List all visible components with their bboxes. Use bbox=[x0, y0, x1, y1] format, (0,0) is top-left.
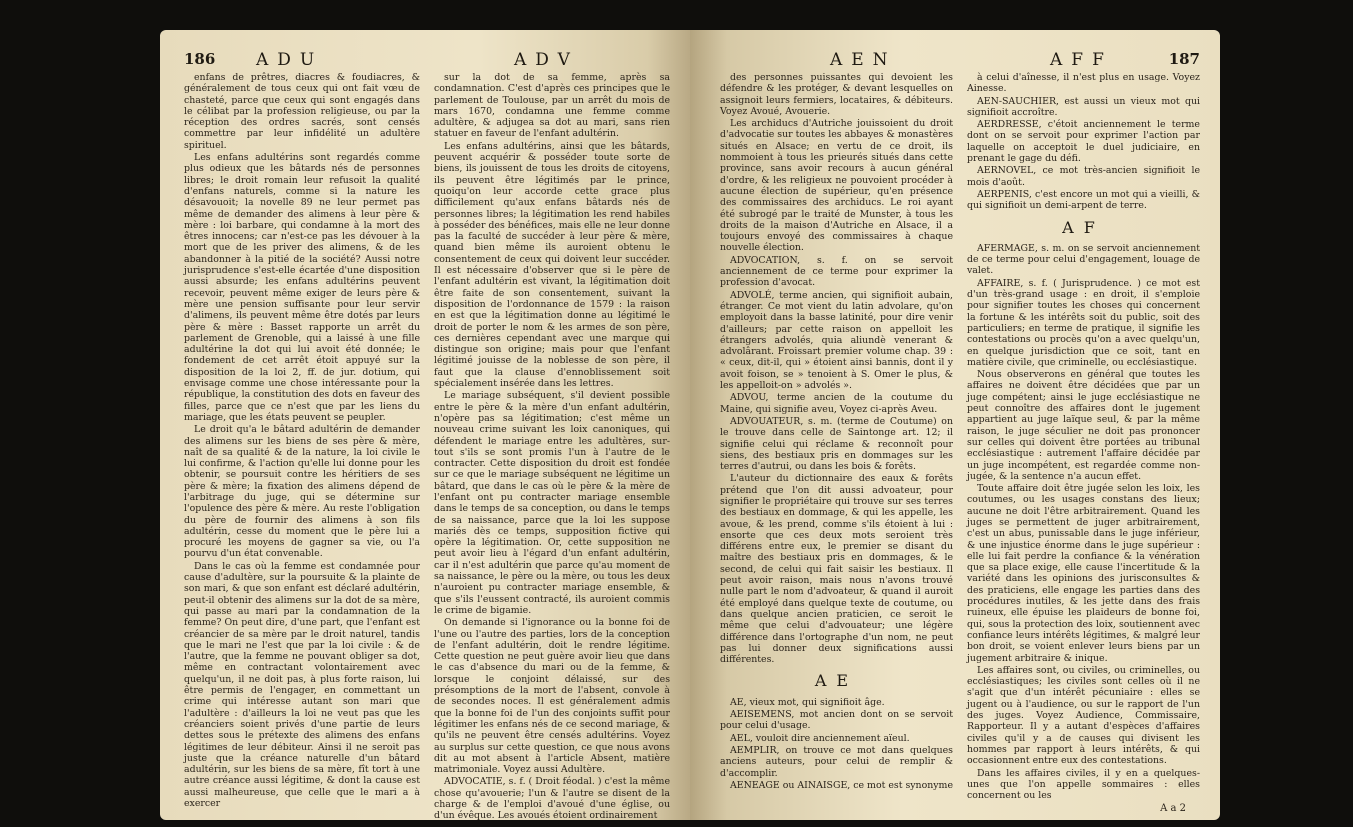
paragraph: AERPENIS, c'est encore un mot qui a vieilli, & qui signifioit un demi-arpent de terre. bbox=[967, 188, 1200, 212]
paragraph: AENEAGE ou AINAISGE, ce mot est synonyme bbox=[730, 779, 953, 791]
section-heading-ae: AE bbox=[814, 671, 859, 691]
paragraph: Les enfans adultérins, ainsi que les bâtards, peuvent acquérir & posséder toute sorte de biens, ils jouissent de tous les droits de citoyens, ils peuvent être légitimés par le prince, quoiqu'on leur accorde cette grace plus difficilement qu'aux enfans bâtards nés de personnes libres; la légitimation les rend habiles à posséder des bénéfices, mais elle ne leur donne pas la faculté de succéder à leur père & mère, quand bien même ils auroient obtenu le consentement de ceux qui doivent leur succéder. Il est nécessaire d'observer que si le père de l'enfant adultérin est vivant, la légitimation doit être faite de son consentement, suivant la disposition de l'ordonnance de 1579 : la raison en est que la légitimation donne au légitimé le droit de porter le nom & les armes de son père, ces dernières cependant avec une marque qui distingue son origine; mais pour que l'enfant légitimé jouisse de la noblesse de son père, il faut que la clause d'ennoblissement soit spécialement insérée dans les lettres. bbox=[434, 140, 670, 390]
paragraph: AFFAIRE, s. f. ( Jurisprudence. ) ce mot est d'un très-grand usage : en droit, il s'emploie pour signifier toutes les choses qui concernent la fortune & les intérêts soit du public, soit des particuliers; en terme de pratique, il signifie les contestations ou procès qu'on a avec quelqu'un, en quelque jurisdiction que ce soit, tant en matière civile, que criminelle, ou ecclésiastique. bbox=[967, 277, 1200, 368]
paragraph: ADVOLÉ, terme ancien, qui signifioit aubain, étranger. Ce mot vient du latin advolare, qu'on employoit dans la basse latinité, pour dire venir d'ailleurs; par cette raison on appelloit les étrangers advolés, quia aliundè venerant & advolârant. Froissart premier volume chap. 39 : « ceux, dit-il, qui » étoient ainsi bannis, dont il y avoit foison, se » tenoient à S. Omer le plus, & les appelloit-on » advolés ». bbox=[720, 289, 953, 392]
paragraph: On demande si l'ignorance ou la bonne foi de l'une ou l'autre des parties, lors de la conception de l'enfant adultérin, doit le rendre légitime. Cette question ne peut guère avoir lieu que dans le cas d'absence du mari ou de la femme, & lorsque le conjoint délaissé, sur des présomptions de la mort de l'absent, convole à de secondes noces. Il est généralement admis que la bonne foi de l'un des conjoints suffit pour légitimer les enfans nés de ce second mariage, & qu'ils ne peuvent être censés adultérins. Voyez au surplus sur cette question, ce que nous avons dit au mot absent à l'article Absent, matière matrimoniale. Voyez aussi Adultère. bbox=[434, 617, 670, 776]
paragraph: Les affaires sont, ou civiles, ou criminelles, ou ecclésiastiques; les civiles sont celles où il ne s'agit que d'un intérêt pécuniaire : elles se jugent ou à l'audience, ou sur le rapport de l'un des juges. Voyez Audience, Commissaire, Rapporteur. Il y a autant d'espèces d'affaires civiles qu'il y a de causes qui divisent les hommes par rapport à leurs intérêts, & qui occasionnent entre eux des contestations. bbox=[967, 664, 1200, 767]
paragraph: AFERMAGE, s. m. on se servoit anciennement de ce terme pour celui d'engagement, louage de valet. bbox=[967, 242, 1200, 277]
paragraph: Le mariage subséquent, s'il devient possible entre le père & la mère d'un enfant adultérin, n'opère pas sa légitimation; c'est même un nouveau crime suivant les loix canoniques, qui défendent le mariage entre les adultères, sur-tout s'ils se sont promis l'un à l'autre de le contracter. Cette disposition du droit est fondée sur ce que le mariage subséquent ne légitime un bâtard, que dans le cas où le père & la mère de l'enfant ont pu contracter mariage ensemble dans le temps de sa conception, ou dans le temps de sa naissance, parce que la loi les suppose mariés dès ce temps, supposition fictive qui opère la légitimation. Or, cette supposition ne peut avoir lieu à l'égard d'un enfant adultérin, car il n'est adultérin que parce qu'au moment de sa naissance, le père ou la mère, ou tous les deux n'auroient pu contracter mariage ensemble, & que s'ils l'eussent contracté, ils auroient commis le crime de bigamie. bbox=[434, 390, 670, 616]
signature-mark: A a 2 bbox=[1160, 803, 1186, 815]
paragraph: Toute affaire doit être jugée selon les loix, les coutumes, ou les usages constans des lieux; aucune ne doit l'être arbitrairement. Quand les juges se permettent de juger arbitrairement, c'est un abus, punissable dans le juge inférieur, & une injustice énorme dans le juge supérieur : elle lui fait perdre la confiance & la vénération que sa place exige, elle cause l'incertitude & la variété dans les opinions des jurisconsultes & des praticiens, elle engage les parties dans des procédures inutiles, & les jette dans des frais ruineux, elle épuise les plaideurs de bonne foi, qui, sous la protection des loix, soutiennent avec confiance leurs intérêts légitimes, & malgré leur bon droit, se voient enlever leurs biens par un jugement arbitraire & inique. bbox=[967, 483, 1200, 664]
paragraph: à celui d'aînesse, il n'est plus en usage. Voyez Ainesse. bbox=[967, 72, 1200, 95]
paragraph: AEN-SAUCHIER, est aussi un vieux mot qui signifioit accroître. bbox=[967, 95, 1200, 118]
right-column-1 bbox=[720, 72, 953, 800]
paragraph: Les archiducs d'Autriche jouissoient du droit d'advocatie sur toutes les abbayes & monastères situés en Alsace; en vertu de ce droit, ils nommoient à tous les prieurés situés dans cette province, sans avoir recours à aucun général d'ordre, & les religieux ne pouvoient procéder à aucune élection de supérieur, qu'en présence des commissaires des archiducs. Le roi ayant été subrogé par le traité de Munster, à tous les droits de la maison d'Autriche en Alsace, il a toujours envoyé des commissaires à chaque nouvelle élection. bbox=[720, 118, 953, 254]
paragraph: Dans le cas où la femme est condamnée pour cause d'adultère, sur la poursuite & la plainte de son mari, & que son enfant est déclaré adultérin, peut-il obtenir des alimens sur la dot de sa mère, qui passe au mari par la condamnation de la femme? On peut dire, d'une part, que l'enfant est créancier de sa mère par le droit naturel, tandis que le mari ne l'est que par la loi civile : & de l'autre, que la femme ne pouvant obliger sa dot, même en contractant volontairement avec quelqu'un, il ne doit pas, à plus forte raison, lui être permis de l'engager, en commettant un crime qui intéresse autant son mari que l'adultère : d'ailleurs la loi ne veut pas que les créanciers soient privés d'une partie de leurs dettes sous le prétexte des alimens des enfans légitimes de leur débiteur. Ainsi il ne seroit pas juste que la créance naturelle d'un bâtard adultérin, sur les biens de sa mère, fît tort à une autre créance aussi légitime, & dont la cause est aussi malheureuse, que celle que le mari a à exercer bbox=[184, 560, 420, 809]
page-number-right: 187 bbox=[1168, 50, 1200, 68]
left-page bbox=[160, 30, 690, 820]
section-heading-af: AF bbox=[1062, 217, 1105, 237]
paragraph: ADVOUATEUR, s. m. (terme de Coutume) on le trouve dans celle de Saintonge art. 12; il signifie celui qui réclame & reconnoît pour siens, des bestiaux pris en dommages sur les terres d'autrui, ou dans les bois & forêts. bbox=[720, 415, 953, 473]
paragraph: enfans de prêtres, diacres & foudiacres, & généralement de tous ceux qui ont fait vœu de chasteté, parce que ceux qui sont engagés dans le célibat par la profession religieuse, ou par la réception des ordres sacrés, sont censés commettre par leur infidélité un adultère spirituel. bbox=[184, 72, 420, 151]
paragraph: Le droit qu'a le bâtard adultérin de demander des alimens sur les biens de ses père & mère, naît de sa qualité & de la nature, la loi civile le lui confirme, & l'action qu'elle lui donne pour les obtenir, se poursuit contre les héritiers de ses père & mère; la fixation des alimens dépend de l'arbitrage du juge, qui se détermine sur l'opulence des père & mère. Au reste l'obligation du père de fournir des alimens à son fils adultérin, cesse du moment que le père lui a procuré les moyens de gagner sa vie, ou l'a pourvu d'un état convenable. bbox=[184, 424, 420, 560]
running-head-adu: ADU bbox=[256, 50, 324, 70]
paragraph: Nous observerons en général que toutes les affaires ne doivent être décidées que par un juge compétent; ainsi le juge ecclésiastique ne peut connoître des affaires dont le jugement appartient au juge laïque seul, & par la même raison, le juge séculier ne doit pas prononcer sur celles qui doivent être portées au tribunal ecclésiastique : autrement l'affaire décidée par un juge incompétent, est regardée comme non-jugée, & la sentence n'a aucun effet. bbox=[967, 369, 1200, 482]
paragraph: AEMPLIR, on trouve ce mot dans quelques anciens auteurs, pour celui de remplir & d'accomplir. bbox=[720, 744, 953, 779]
paragraph: sur la dot de sa femme, après sa condamnation. C'est d'après ces principes que le parlement de Toulouse, par un arrêt du mois de mars 1670, condamna une femme comme adultère, & adjugea sa dot au mari, sans rien statuer en faveur de l'enfant adultérin. bbox=[434, 72, 670, 140]
paragraph: AEL, vouloit dire anciennement aïeul. bbox=[730, 732, 910, 744]
paragraph: AERDRESSE, c'étoit anciennement le terme dont on se servoit pour exprimer l'action par laquelle on acceptoit le duel judiciaire, en prenant le gage du défi. bbox=[967, 119, 1200, 165]
paragraph: AE, vieux mot, qui signifioit âge. bbox=[730, 696, 885, 708]
paragraph: AEISEMENS, mot ancien dont on se servoit pour celui d'usage. bbox=[720, 709, 953, 732]
right-column-2 bbox=[967, 72, 1200, 815]
paragraph: L'auteur du dictionnaire des eaux & forêts prétend que l'on dit aussi advoateur, pour signifier le propriétaire qui trouve sur ses terres des bestiaux en dommage, & qui les appelle, les avoue, & les prend, comme s'ils étoient à lui : ensorte que ces deux mots seroient très différens entre eux, le premier se disant du maître des bestiaux pris en dommages, & le second, de celui qui fait saisir les bestiaux. Il peut avoir raison, mais nous n'avons trouvé nulle part le nom d'advoateur, & quand il auroit été employé dans quelque texte de coutume, ou dans quelque ancien praticien, ce seroit le même que celui d'advouateur; une légère différence dans l'ortographe d'un nom, ne peut pas lui donner deux significations aussi différentes. bbox=[720, 473, 953, 666]
right-page bbox=[690, 30, 1220, 820]
paragraph: ADVOU, terme ancien de la coutume du Maine, qui signifie aveu, Voyez ci-après Aveu. bbox=[720, 392, 953, 415]
paragraph: Dans les affaires civiles, il y en a quelques-unes que l'on appelle sommaires : elles concernent ou les bbox=[967, 767, 1200, 802]
paragraph: Les enfans adultérins sont regardés comme plus odieux que les bâtards nés de personnes libres; le droit romain leur refusoit la qualité d'enfans naturels, comme si la nature les désavouoit; la novelle 89 ne leur permet pas même de demander des alimens à leur père & mère : loi barbare, qui condamne à la mort des êtres innocens; car n'est-ce pas les dévouer à la mort que de les priver des alimens, & de les abandonner à la pitié de la société? Aussi notre jurisprudence s'est-elle écartée d'une disposition aussi absurde; les enfans adultérins peuvent recevoir, peuvent même exiger de leurs père & mère une pension suffisante pour leur servir d'alimens, ils peuvent même être dotés par leurs père & mère : Basset rapporte un arrêt du parlement de Grenoble, qui a laissé à une fille adultérine la dot qui lui avoit été donnée; le fondement de cet arrêt étoit appuyé sur la disposition de la loi 2, ff. de jur. dotium, qui envisage comme une chose intéressante pour la république, la constitution des dots en faveur des filles, parce que ce n'est que par les liens du mariage, que les états peuvent se peupler. bbox=[184, 152, 420, 423]
paragraph: ADVOCATION, s. f. on se servoit anciennement de ce terme pour exprimer la profession d'avocat. bbox=[720, 254, 953, 289]
running-head-adv: ADV bbox=[514, 50, 579, 70]
left-column-2 bbox=[434, 72, 670, 822]
running-head-aen: AEN bbox=[830, 50, 897, 70]
book-spread bbox=[160, 30, 1220, 820]
right-page-header bbox=[720, 50, 1200, 72]
left-column-1 bbox=[184, 72, 420, 809]
running-head-aff: AFF bbox=[1050, 50, 1113, 70]
page-number-left: 186 bbox=[184, 50, 216, 68]
paragraph: ADVOCATIE, s. f. ( Droit féodal. ) c'est la même chose qu'avouerie; l'un & l'autre se disent de la charge & de l'emploi d'avoué d'une église, ou d'un évêque. Les avoués étoient ordinairement bbox=[434, 776, 670, 822]
paragraph: des personnes puissantes qui devoient les défendre & les protéger, & devant lesquelles on assignoit leurs fermiers, locataires, & débiteurs. Voyez Avoué, Avouerie. bbox=[720, 72, 953, 117]
left-page-header bbox=[184, 50, 670, 72]
paragraph: AERNOVEL, ce mot très-ancien signifioit le mois d'août. bbox=[967, 165, 1200, 188]
